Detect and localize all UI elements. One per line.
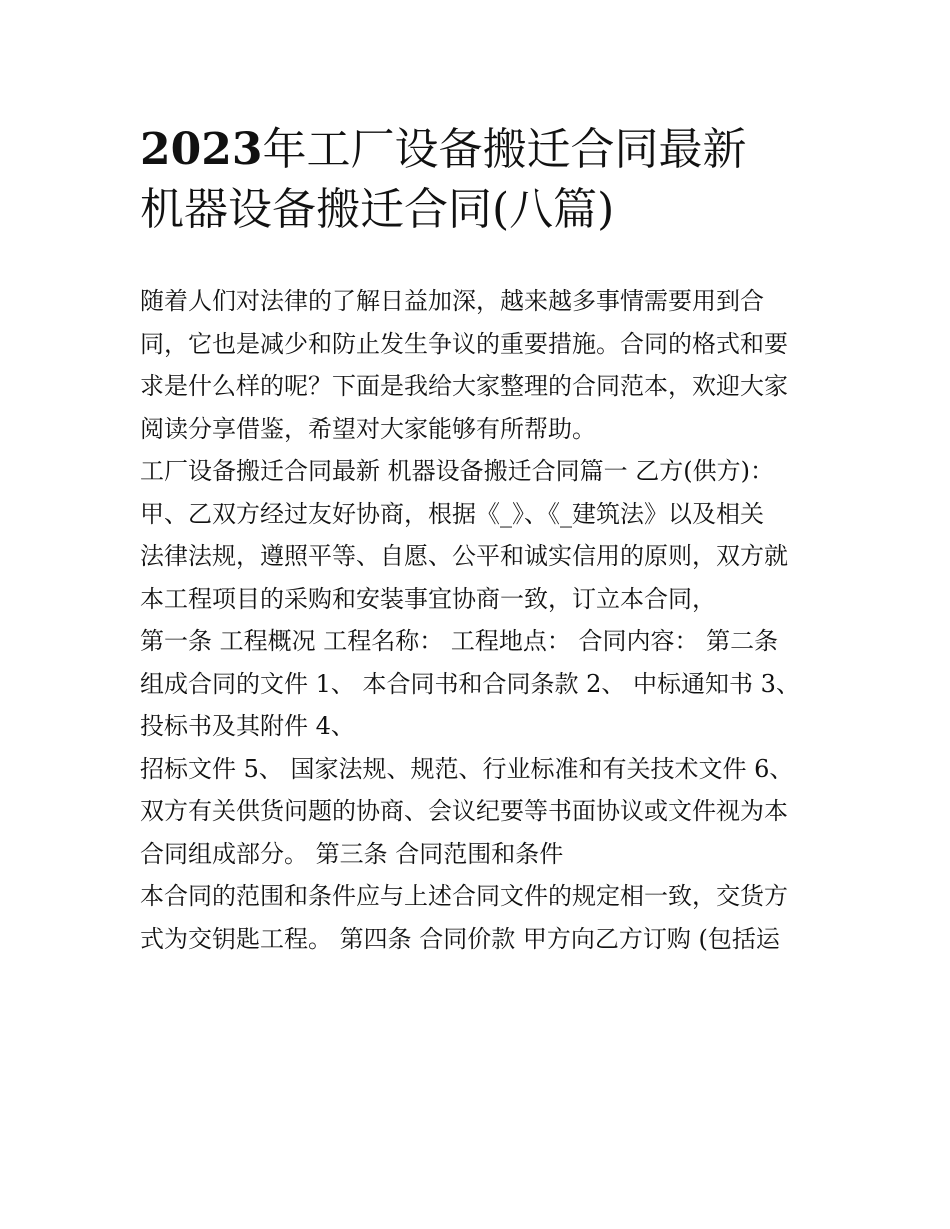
paragraph-line: 阅读分享借鉴，希望对大家能够有所帮助。 — [140, 414, 596, 443]
paragraph-line: 组成合同的文件 1、 本合同书和合同条款 2、 中标通知书 3、 — [140, 669, 800, 698]
title-line-1-text: 年工厂设备搬迁合同最新 — [262, 124, 747, 175]
paragraph-line: 合同组成部分。 第三条 合同范围和条件 — [140, 839, 564, 868]
paragraph-article-2-3 — [140, 748, 820, 876]
paragraph-line: 甲、乙双方经过友好协商，根据《_》、《_建筑法》以及相关 — [140, 499, 764, 528]
paragraph-line: 工厂设备搬迁合同最新 机器设备搬迁合同篇一 乙方(供方)： — [140, 457, 774, 485]
paragraph-line: 随着人们对法律的了解日益加深，越来越多事情需要用到合 — [140, 287, 764, 315]
paragraph-line: 第一条 工程概况 工程名称： 工程地点： 合同内容： 第二条 — [140, 627, 779, 655]
paragraph-line: 求是什么样的呢？下面是我给大家整理的合同范本，欢迎大家 — [140, 372, 788, 400]
document-title — [140, 120, 820, 240]
paragraph-line: 法律法规，遵照平等、自愿、公平和诚实信用的原则，双方就 — [140, 542, 788, 570]
paragraph-line: 本工程项目的采购和安装事宜协商一致，订立本合同， — [140, 584, 716, 613]
paragraph-line: 招标文件 5、 国家法规、规范、行业标准和有关技术文件 6、 — [140, 754, 794, 783]
document-body — [140, 280, 820, 960]
paragraph-article-3-4 — [140, 875, 820, 960]
title-year: 2023 — [140, 124, 263, 175]
paragraph-line: 式为交钥匙工程。 第四条 合同价款 甲方向乙方订购 (包括运 — [140, 924, 780, 953]
paragraph-article-1-2 — [140, 620, 820, 748]
paragraph-intro — [140, 280, 820, 450]
title-line-1 — [140, 120, 820, 180]
paragraph-section-1 — [140, 450, 820, 620]
paragraph-line: 本合同的范围和条件应与上述合同文件的规定相一致，交货方 — [140, 882, 788, 910]
paragraph-line: 同，它也是减少和防止发生争议的重要措施。合同的格式和要 — [140, 329, 788, 358]
title-line-2: 机器设备搬迁合同(八篇) — [140, 184, 615, 235]
paragraph-line: 投标书及其附件 4、 — [140, 712, 355, 740]
paragraph-line: 双方有关供货问题的协商、会议纪要等书面协议或文件视为本 — [140, 797, 788, 825]
